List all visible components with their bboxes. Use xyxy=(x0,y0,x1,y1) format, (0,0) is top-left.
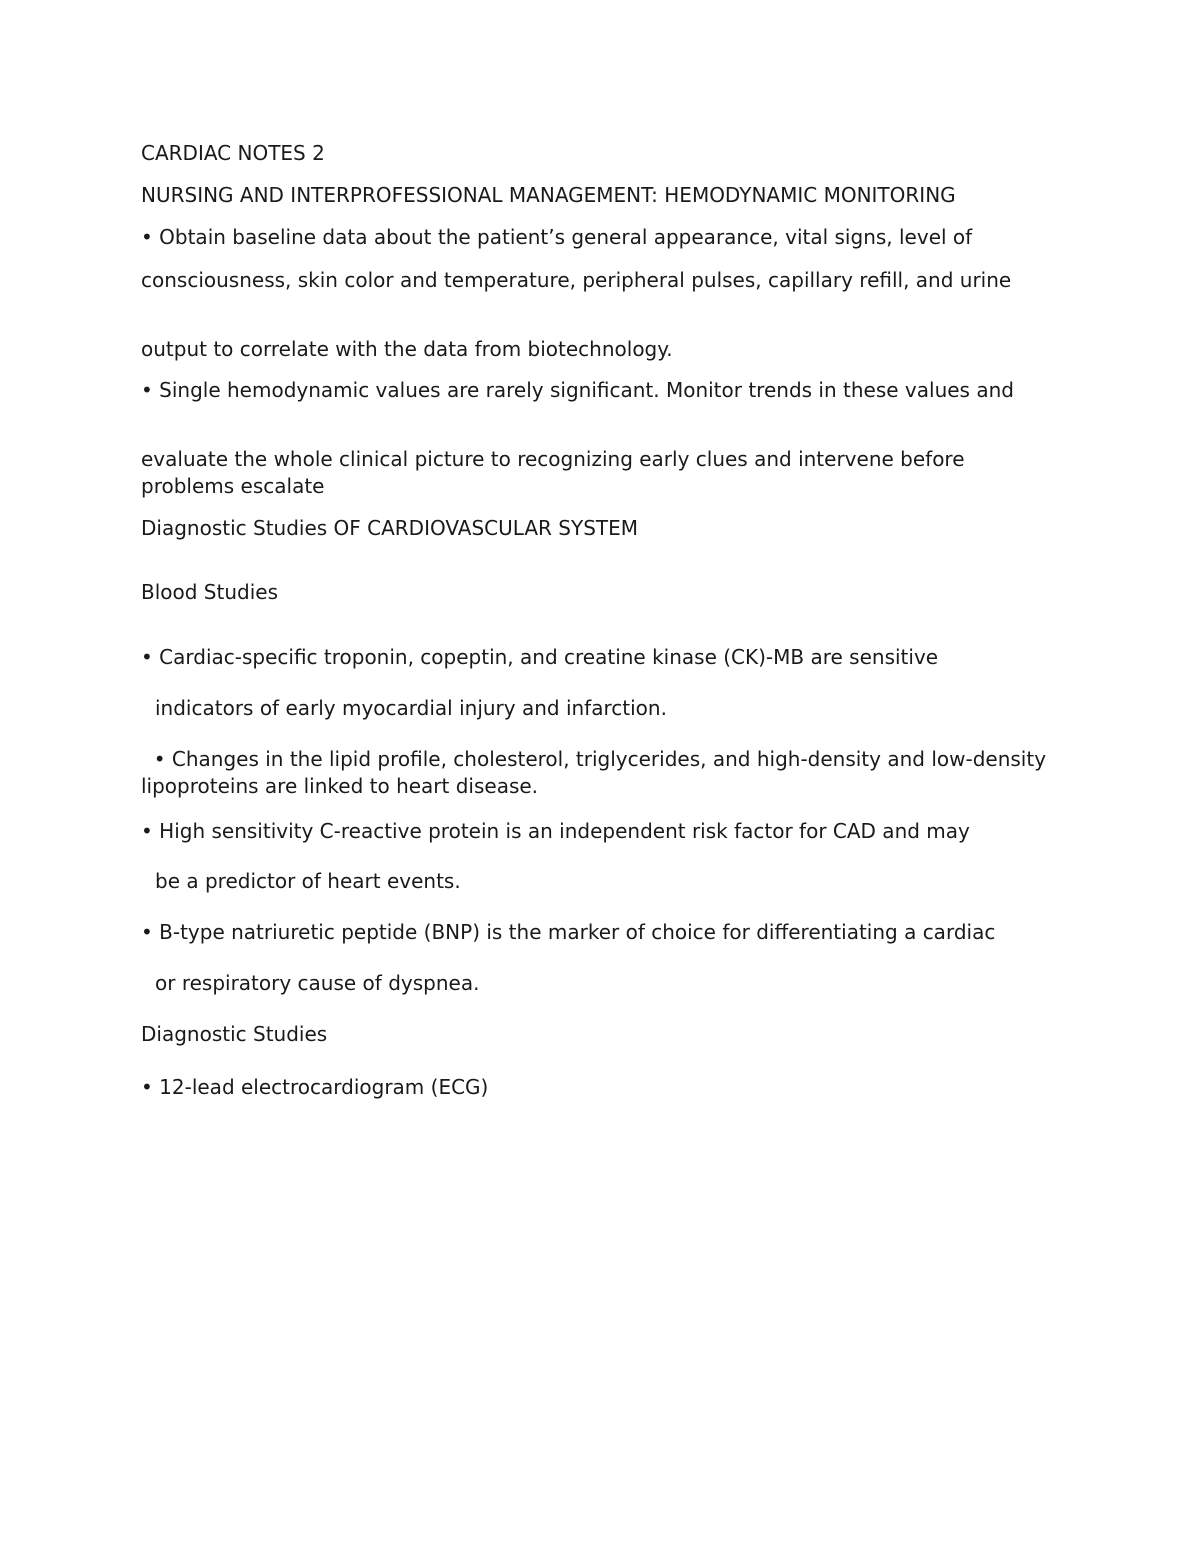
list-item: • B-type natriuretic peptide (BNP) is the marker of choice for differentiating a cardiac xyxy=(141,920,996,944)
section-title: Diagnostic Studies OF CARDIOVASCULAR SYSTEM xyxy=(141,516,639,540)
paragraph-line: evaluate the whole clinical picture to recognizing early clues and intervene before problems escalate xyxy=(141,447,965,498)
paragraph-line: • Obtain baseline data about the patient’s general appearance, vital signs, level of xyxy=(141,225,973,249)
list-item-continuation: be a predictor of heart events. xyxy=(155,869,461,893)
list-item-continuation: indicators of early myocardial injury and infarction. xyxy=(155,696,667,720)
section-heading: NURSING AND INTERPROFESSIONAL MANAGEMENT: HEMODYNAMIC MONITORING xyxy=(141,183,956,207)
list-item: • Cardiac-specific troponin, copeptin, and creatine kinase (CK)-MB are sensitive xyxy=(141,645,939,669)
paragraph-line: consciousness, skin color and temperature, peripheral pulses, capillary refill, and urine xyxy=(141,268,1012,292)
list-item: • Changes in the lipid profile, cholesterol, triglycerides, and high-density and low-density lipoproteins are linked to heart disease. xyxy=(141,747,1053,798)
list-item: • 12-lead electrocardiogram (ECG) xyxy=(141,1075,489,1099)
subsection-title: Blood Studies xyxy=(141,580,278,604)
paragraph-line: output to correlate with the data from biotechnology. xyxy=(141,337,673,361)
list-item: • High sensitivity C-reactive protein is an independent risk factor for CAD and may xyxy=(141,819,970,843)
document-title: CARDIAC NOTES 2 xyxy=(141,141,325,165)
section-title: Diagnostic Studies xyxy=(141,1022,328,1046)
paragraph-line: • Single hemodynamic values are rarely significant. Monitor trends in these values and xyxy=(141,378,1014,402)
list-item-continuation: or respiratory cause of dyspnea. xyxy=(155,971,480,995)
